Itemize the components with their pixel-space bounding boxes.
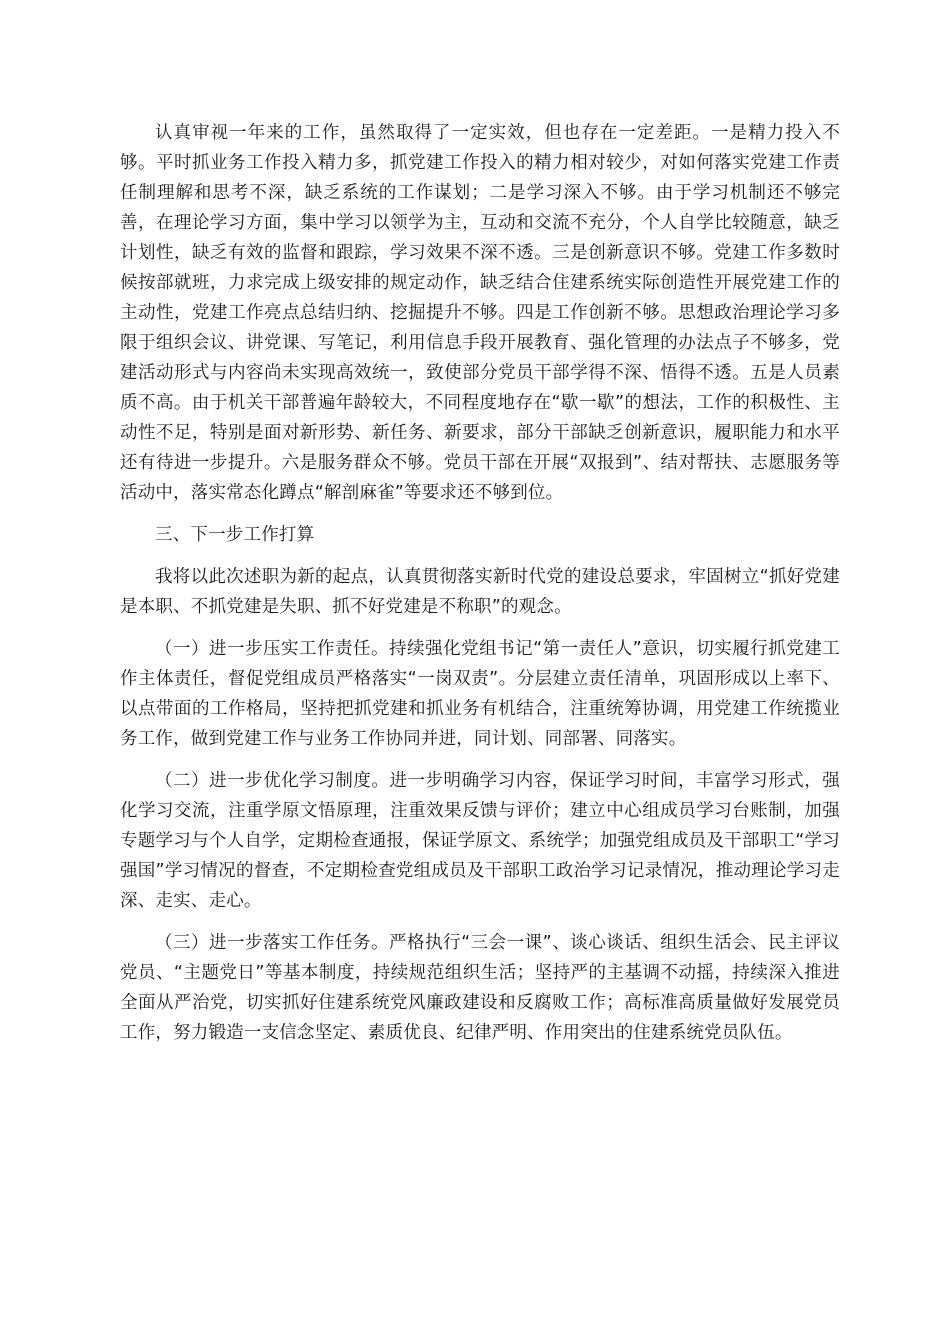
section-heading-next-steps: 三、下一步工作打算 — [155, 525, 315, 545]
list-item-study-system: （二）进一步优化学习制度。进一步明确学习内容，保证学习时间，丰富学习形式，强化学习交流，注重学原文悟原理，注重效果反馈与评价；建立中心组成员学习台账制，加强专题学习与个人自学，定期检查通报，保证学原文、系统学；加强党组成员及干部职工“学习强国”学习情况的督查，不定期检查党组成员及干部职工政治学习记录情况，推动理论学习走深、走实、走心。 — [120, 771, 840, 911]
body-paragraph-intro: 我将以此次述职为新的起点，认真贯彻落实新时代党的建设总要求，牢固树立“抓好党建是本职、不抓党建是失职、抓不好党建是不称职”的观念。 — [120, 567, 840, 617]
document-body — [120, 118, 840, 1060]
body-paragraph-problems: 认真审视一年来的工作，虽然取得了一定实效，但也存在一定差距。一是精力投入不够。平时抓业务工作投入精力多，抓党建工作投入的精力相对较少，对如何落实党建工作责任制理解和思考不深，缺乏系统的工作谋划；二是学习深入不够。由于学习机制还不够完善，在理论学习方面，集中学习以领学为主，互动和交流不充分，个人自学比较随意，缺乏计划性，缺乏有效的监督和跟踪，学习效果不深不透。三是创新意识不够。党建工作多数时候按部就班，力求完成上级安排的规定动作，缺乏结合住建系统实际创造性开展党建工作的主动性，党建工作亮点总结归纳、挖掘提升不够。四是工作创新不够。思想政治理论学习多限于组织会议、讲党课、写笔记，利用信息手段开展教育、强化管理的办法点子不够多，党建活动形式与内容尚未实现高效统一，致使部分党员干部学得不深、悟得不透。五是人员素质不高。由于机关干部普遍年龄较大，不同程度地存在“歇一歇”的想法，工作的积极性、主动性不足，特别是面对新形势、新任务、新要求，部分干部缺乏创新意识，履职能力和水平还有待进一步提升。六是服务群众不够。党员干部在开展“双报到”、结对帮扶、志愿服务等活动中，落实常态化蹲点“解剖麻雀”等要求还不够到位。 — [120, 123, 840, 503]
list-item-tasks: （三）进一步落实工作任务。严格执行“三会一课”、谈心谈话、组织生活会、民主评议党员、“主题党日”等基本制度，持续规范组织生活；坚持严的主基调不动摇，持续深入推进全面从严治党，切实抓好住建系统党风廉政建设和反腐败工作；高标准高质量做好发展党员工作，努力锻造一支信念坚定、素质优良、纪律严明、作用突出的住建系统党员队伍。 — [120, 933, 840, 1043]
list-item-responsibility: （一）进一步压实工作责任。持续强化党组书记“第一责任人”意识，切实履行抓党建工作主体责任，督促党组成员严格落实“一岗双责”。分层建立责任清单，巩固形成以上率下、以点带面的工作格局，坚持把抓党建和抓业务有机结合，注重统筹协调，用党建工作统揽业务工作，做到党建工作与业务工作协同并进，同计划、同部署、同落实。 — [120, 639, 840, 749]
